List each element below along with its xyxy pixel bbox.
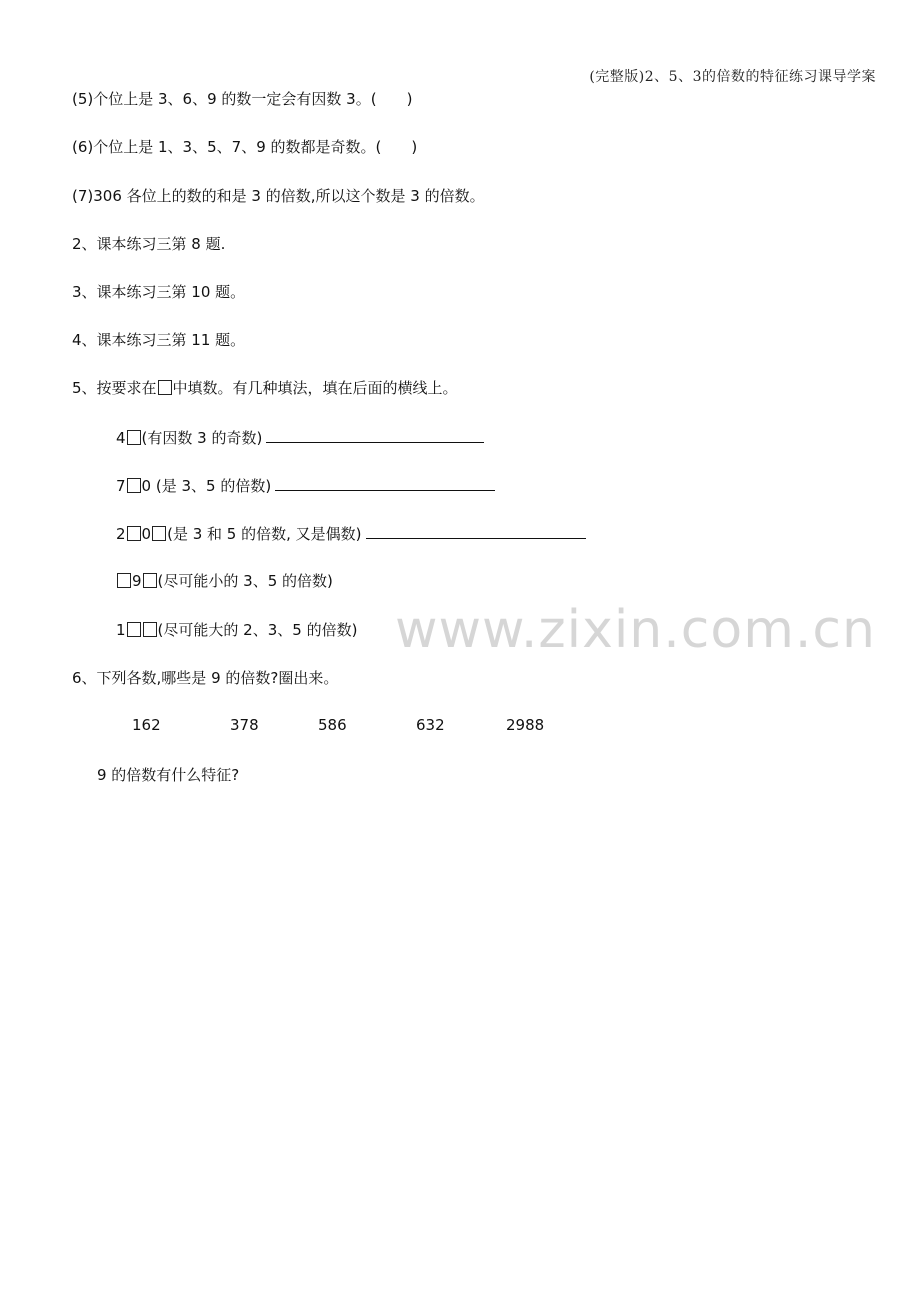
- fill-item-5-prefix: 1: [116, 621, 126, 639]
- fill-item-4: [116, 571, 333, 591]
- feature-question: 9 的倍数有什么特征?: [97, 766, 240, 784]
- answer-line-2[interactable]: [275, 475, 495, 491]
- question-7: (7)306 各位上的数的和是 3 的倍数,所以这个数是 3 的倍数。: [72, 187, 485, 205]
- answer-line-3[interactable]: [366, 523, 586, 539]
- number-item[interactable]: 2988: [506, 716, 545, 734]
- fill-box-icon[interactable]: [143, 622, 157, 637]
- fill-item-2-hint: 0 (是 3、5 的倍数): [141, 477, 272, 495]
- section-6: 6、下列各数,哪些是 9 的倍数?圈出来。: [72, 669, 339, 687]
- fill-box-icon: [158, 380, 172, 395]
- number-item[interactable]: 162: [132, 716, 161, 734]
- fill-item-3-hint: (是 3 和 5 的倍数, 又是偶数): [167, 525, 362, 543]
- question-5: (5)个位上是 3、6、9 的数一定会有因数 3。( ): [72, 90, 413, 108]
- number-item[interactable]: 632: [416, 716, 445, 734]
- section-3: 3、课本练习三第 10 题。: [72, 283, 246, 301]
- fill-box-icon[interactable]: [117, 573, 131, 588]
- fill-item-4-middle: 9: [132, 572, 142, 590]
- fill-item-4-hint: (尽可能小的 3、5 的倍数): [157, 572, 333, 590]
- fill-item-3-middle: 0: [141, 525, 152, 543]
- watermark: www.zixin.com.cn: [395, 600, 876, 660]
- fill-item-5-hint: (尽可能大的 2、3、5 的倍数): [157, 621, 358, 639]
- fill-box-icon[interactable]: [127, 622, 141, 637]
- fill-item-3-prefix: 2: [116, 525, 126, 543]
- fill-box-icon[interactable]: [127, 526, 141, 541]
- section-4: 4、课本练习三第 11 题。: [72, 331, 246, 349]
- number-item[interactable]: 378: [230, 716, 259, 734]
- fill-item-3: [116, 523, 586, 544]
- fill-item-2-prefix: 7: [116, 477, 126, 495]
- section-5-text-b: 中填数。有几种填法，填在后面的横线上。: [172, 379, 458, 397]
- question-6: (6)个位上是 1、3、5、7、9 的数都是奇数。( ): [72, 138, 418, 156]
- number-row: [0, 716, 920, 738]
- fill-box-icon[interactable]: [127, 478, 141, 493]
- fill-item-1-prefix: 4: [116, 429, 126, 447]
- number-item[interactable]: 586: [318, 716, 347, 734]
- fill-box-icon[interactable]: [152, 526, 166, 541]
- fill-item-2: [116, 475, 495, 496]
- section-5-text-a: 5、按要求在: [72, 379, 157, 397]
- document-header: (完整版)2、5、3的倍数的特征练习课导学案: [589, 69, 876, 85]
- fill-box-icon[interactable]: [143, 573, 157, 588]
- fill-box-icon[interactable]: [127, 430, 141, 445]
- section-2: 2、课本练习三第 8 题.: [72, 235, 226, 253]
- answer-line-1[interactable]: [266, 427, 484, 443]
- fill-item-1-hint: (有因数 3 的奇数): [141, 429, 263, 447]
- fill-item-1: [116, 427, 484, 448]
- section-5: [72, 378, 458, 398]
- fill-item-5: [116, 620, 357, 640]
